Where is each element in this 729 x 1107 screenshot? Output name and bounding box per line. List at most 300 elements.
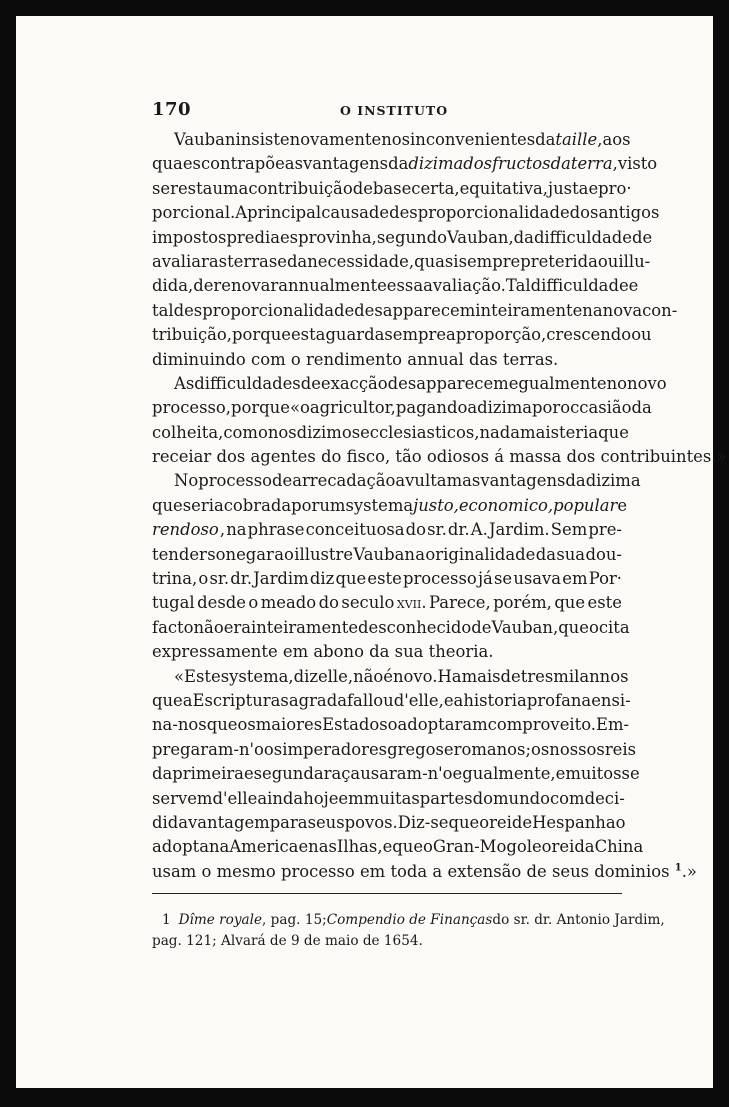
word: desapparecem xyxy=(354,300,476,320)
word: da xyxy=(388,154,409,174)
word: que xyxy=(392,837,424,857)
word: theoria. xyxy=(428,642,494,662)
word: rendimento xyxy=(305,349,403,369)
word: a xyxy=(182,690,193,710)
word: dos xyxy=(569,203,599,223)
word: sempre xyxy=(384,325,447,345)
word: mesmo xyxy=(216,861,276,881)
word: phrase xyxy=(247,520,305,540)
word: meado xyxy=(260,593,317,613)
word: sr. xyxy=(427,520,447,540)
word: tão xyxy=(395,447,422,467)
word: ser xyxy=(152,178,178,198)
word: adopta xyxy=(152,837,209,857)
word: das xyxy=(469,349,498,369)
word: o xyxy=(588,617,599,637)
footnote-title-compendio: Compendio de Finanças xyxy=(326,912,493,928)
word: mundo xyxy=(492,788,550,808)
word: ainda xyxy=(257,788,304,808)
word: as xyxy=(208,251,228,271)
word: insiste xyxy=(235,130,290,149)
word: con- xyxy=(642,300,678,320)
text-line xyxy=(152,372,667,396)
word: as xyxy=(462,471,481,491)
word: taille xyxy=(555,130,598,149)
word: ou xyxy=(631,325,652,345)
word: um xyxy=(319,495,346,515)
footnote-title-dime: Dîme royale xyxy=(178,912,263,928)
word: tres xyxy=(520,666,554,686)
word: quasi xyxy=(414,251,459,271)
word: diz xyxy=(309,569,335,589)
running-title: O INSTITUTO xyxy=(340,103,449,118)
word: certa, xyxy=(411,178,460,198)
text-line xyxy=(152,518,622,542)
word: se xyxy=(494,569,513,589)
word: tal xyxy=(152,300,174,320)
text-line xyxy=(152,835,644,859)
word: difficuldades xyxy=(194,373,301,393)
word: á xyxy=(494,447,505,467)
word: desproporcionalidade xyxy=(173,300,355,320)
word: seus xyxy=(307,812,345,832)
text-line xyxy=(152,177,632,201)
word: da xyxy=(565,471,586,491)
word: ecclesiasticos, xyxy=(360,422,480,442)
word: fructos xyxy=(492,154,551,174)
word: que xyxy=(335,569,367,589)
word: quaes xyxy=(152,154,201,174)
word: que xyxy=(152,690,183,710)
word: receiar xyxy=(152,447,212,467)
word: nossos xyxy=(549,739,605,759)
footnote-line xyxy=(152,931,622,952)
word: , xyxy=(219,520,226,540)
word: e xyxy=(628,276,639,296)
word: mais xyxy=(461,666,501,686)
word: da xyxy=(369,642,390,662)
word: Sem xyxy=(550,520,588,540)
word: rei xyxy=(489,812,512,832)
word: Gran-Mogol xyxy=(432,837,532,857)
word: e xyxy=(277,251,287,271)
word: cobrada xyxy=(223,495,292,515)
word: de xyxy=(471,617,492,637)
word: romanos; xyxy=(453,739,531,759)
text-line xyxy=(152,250,651,274)
word: Parece, xyxy=(429,593,491,613)
word: avultam xyxy=(395,471,463,491)
word: originalidade xyxy=(425,544,536,564)
word: contribuição xyxy=(248,178,353,198)
word: se xyxy=(621,764,640,784)
word: pre- xyxy=(588,520,622,540)
word: toda xyxy=(390,861,428,881)
word: abono xyxy=(313,642,364,662)
text-line xyxy=(152,567,622,591)
word: por xyxy=(291,495,320,515)
word: que xyxy=(448,812,480,832)
text-line xyxy=(152,591,622,615)
word: diminuindo xyxy=(152,349,246,369)
word: vantagens xyxy=(480,471,566,491)
word: primeira xyxy=(172,764,244,784)
word: com xyxy=(487,715,523,735)
word: de xyxy=(272,471,293,491)
word: a xyxy=(446,325,456,345)
word: d'elle, xyxy=(393,690,444,710)
word: tugal xyxy=(152,593,195,613)
word: o xyxy=(290,349,301,369)
word: do xyxy=(318,593,339,613)
word: Ilhas, xyxy=(336,837,383,857)
word: A xyxy=(235,203,248,223)
word: teria xyxy=(559,422,599,442)
word: colheita, xyxy=(152,422,224,442)
word: terra xyxy=(570,154,613,174)
word: em xyxy=(562,569,588,589)
text-line xyxy=(152,445,727,469)
word: inteiramente xyxy=(475,300,583,320)
word: de xyxy=(511,812,533,832)
footnote-line xyxy=(152,910,665,931)
word: nova xyxy=(602,300,643,320)
word: egualmente xyxy=(508,373,607,393)
word: servem xyxy=(152,788,213,808)
word: Tal xyxy=(505,276,531,296)
word: Vauban xyxy=(353,544,415,564)
word: expressamente xyxy=(152,642,278,662)
word: na xyxy=(226,520,247,540)
word: rei xyxy=(551,837,575,857)
text-line xyxy=(152,299,678,323)
text-line xyxy=(152,738,637,762)
word: o xyxy=(201,861,212,881)
word: por xyxy=(532,398,561,418)
word: e xyxy=(588,178,599,198)
text-line xyxy=(152,348,622,372)
page-header xyxy=(152,99,622,123)
footnote-reference: 1 xyxy=(674,862,682,874)
word: como xyxy=(223,422,268,442)
text-line xyxy=(152,689,631,713)
text-line xyxy=(152,152,658,176)
word: tender xyxy=(152,544,207,564)
text-line xyxy=(152,665,629,689)
word: gregos xyxy=(387,739,444,759)
word: ou xyxy=(597,251,619,271)
word: ao xyxy=(274,544,294,564)
word: , xyxy=(612,154,618,174)
word: é xyxy=(383,666,393,686)
word: agricultor, xyxy=(309,398,396,418)
word: «Este xyxy=(174,666,221,686)
word: vantagem xyxy=(188,812,270,832)
word: do xyxy=(405,520,426,540)
word: em xyxy=(282,642,309,662)
word: inteiramente xyxy=(251,617,359,637)
word: guarda xyxy=(325,325,385,345)
word: economico, xyxy=(458,495,554,515)
word: contribuintes.» xyxy=(600,447,727,467)
text-line xyxy=(152,274,639,298)
word: que xyxy=(206,715,238,735)
footnote-text: pag. 121; Alvará de 9 de maio de 1654. xyxy=(152,933,423,949)
word: para xyxy=(269,812,308,832)
text-line xyxy=(152,396,652,420)
word: novo. xyxy=(393,666,438,686)
word: Em- xyxy=(596,715,630,735)
word: que xyxy=(554,593,586,613)
word: partes xyxy=(419,788,473,808)
word: d'elle xyxy=(212,788,258,808)
word: no xyxy=(606,373,628,393)
word: de xyxy=(352,178,373,198)
word: novo xyxy=(627,373,667,393)
word: .» xyxy=(681,861,697,881)
text-line xyxy=(152,543,622,567)
word: extensão xyxy=(447,861,522,881)
word: usam xyxy=(152,861,197,881)
word: de xyxy=(193,276,214,296)
word: em xyxy=(338,788,364,808)
word: occasião xyxy=(560,398,632,418)
word: crescendo xyxy=(546,325,632,345)
word: , xyxy=(597,130,603,149)
word: seria xyxy=(182,495,224,515)
word: odiosos xyxy=(426,447,490,467)
word: da xyxy=(152,764,173,784)
word: avaliação. xyxy=(423,276,506,296)
word: seus xyxy=(551,861,590,881)
word: processo, xyxy=(152,398,231,418)
word: preterida xyxy=(520,251,598,271)
word: fallou xyxy=(346,690,394,710)
word: essa xyxy=(386,276,424,296)
word: avaliar xyxy=(152,251,209,271)
word: dos xyxy=(463,154,493,174)
text-line xyxy=(152,640,622,664)
word: de xyxy=(300,373,321,393)
word: historia xyxy=(463,690,527,710)
footnote xyxy=(152,910,665,952)
word: muitos xyxy=(565,764,622,784)
word: principal xyxy=(247,203,322,223)
text-line xyxy=(152,494,628,518)
word: raça xyxy=(323,764,361,784)
word: sua xyxy=(556,544,586,564)
word: esta xyxy=(290,325,326,345)
word: que xyxy=(152,495,183,515)
word: a xyxy=(467,398,478,418)
word: e xyxy=(443,690,454,710)
word: da xyxy=(286,251,308,271)
word: usaram-n'o xyxy=(360,764,453,784)
word: dizima xyxy=(408,154,464,174)
word: difficuldade xyxy=(530,276,629,296)
word: justa xyxy=(548,178,589,198)
word: renovar xyxy=(213,276,279,296)
word: de xyxy=(632,227,653,247)
word: illu- xyxy=(618,251,651,271)
word: de xyxy=(368,203,390,223)
word: China xyxy=(594,837,644,857)
word: sagrada xyxy=(280,690,347,710)
word: e xyxy=(443,739,454,759)
word: justo, xyxy=(413,495,459,515)
word: equitativa, xyxy=(459,178,549,198)
word: systema, xyxy=(220,666,294,686)
word: deci- xyxy=(584,788,625,808)
word: contrapõe xyxy=(200,154,285,174)
word: adoptaram xyxy=(397,715,488,735)
word: sr. xyxy=(209,569,230,589)
word: imperadores xyxy=(282,739,388,759)
word: illustre xyxy=(294,544,354,564)
word: dida, xyxy=(152,276,194,296)
word: o xyxy=(479,812,490,832)
text-line xyxy=(152,860,697,884)
word: mais xyxy=(520,422,560,442)
word: de xyxy=(526,861,547,881)
word: do xyxy=(472,788,493,808)
word: nada xyxy=(479,422,521,442)
word: dou- xyxy=(585,544,622,564)
word: trina, xyxy=(152,569,198,589)
word: diz xyxy=(293,666,318,686)
word: a xyxy=(453,690,464,710)
word: Escriptura xyxy=(192,690,281,710)
word: fisco, xyxy=(346,447,391,467)
word: exacção xyxy=(320,373,388,393)
word: era xyxy=(223,617,251,637)
text-line xyxy=(152,323,652,347)
word: seculo xyxy=(341,593,395,613)
word: Hespanha xyxy=(532,812,616,832)
word: tribuição, xyxy=(152,325,232,345)
word: que xyxy=(558,617,589,637)
word: dida xyxy=(152,812,188,832)
text-line xyxy=(152,762,640,786)
word: já xyxy=(477,569,493,589)
word: e xyxy=(382,837,393,857)
word: Diz-se xyxy=(397,812,449,832)
word: sua xyxy=(394,642,424,662)
word: os xyxy=(531,739,550,759)
word: difficuldade xyxy=(533,227,632,247)
word: desapparecem xyxy=(387,373,509,393)
word: na-nos xyxy=(152,715,207,735)
word: na xyxy=(582,300,603,320)
word: vantagens xyxy=(302,154,389,174)
word: uma xyxy=(212,178,249,198)
word: na xyxy=(208,837,230,857)
word: dr. xyxy=(447,520,470,540)
word: processo xyxy=(198,471,272,491)
word: necessidade, xyxy=(307,251,415,271)
word: annualmente xyxy=(278,276,387,296)
word: segundo xyxy=(376,227,447,247)
word: conceituosa xyxy=(305,520,405,540)
word: rendoso xyxy=(152,520,219,540)
word: de xyxy=(500,666,521,686)
word: os xyxy=(263,739,283,759)
word: o xyxy=(198,569,209,589)
text-line xyxy=(152,128,631,152)
word: visto xyxy=(617,154,658,174)
word: não xyxy=(353,666,384,686)
word: não xyxy=(193,617,224,637)
word: da xyxy=(535,130,556,149)
footnote-text: , pag. 15; xyxy=(262,912,327,928)
word: dominios $^1$.» xyxy=(594,861,697,881)
word: nos xyxy=(267,422,297,442)
word: annual xyxy=(407,349,464,369)
word: proporção, xyxy=(455,325,547,345)
word: egualmente, xyxy=(452,764,556,784)
word: novamente xyxy=(289,130,382,149)
word: annos xyxy=(579,666,629,686)
word: muitas xyxy=(363,788,420,808)
word: do xyxy=(320,447,342,467)
word: esta xyxy=(177,178,213,198)
word: dizima xyxy=(477,398,533,418)
word: Vauban, xyxy=(446,227,514,247)
word: popular xyxy=(553,495,618,515)
word: massa xyxy=(509,447,562,467)
word: porcional. xyxy=(152,203,236,223)
word: arrecadação xyxy=(292,471,396,491)
text-line xyxy=(152,811,626,835)
word: processo xyxy=(280,861,355,881)
word: e xyxy=(555,764,566,784)
word: pagando xyxy=(395,398,468,418)
word: nos xyxy=(381,130,411,149)
text-line xyxy=(152,787,625,811)
word: da xyxy=(550,154,571,174)
word: dos xyxy=(216,447,246,467)
word: processo xyxy=(402,569,477,589)
word: da xyxy=(631,398,652,418)
word: dos xyxy=(566,447,596,467)
word: aos xyxy=(602,130,631,149)
word: da xyxy=(574,837,595,857)
word: a xyxy=(415,544,426,564)
word: dr. xyxy=(230,569,253,589)
word: com xyxy=(549,788,585,808)
text-line xyxy=(152,226,653,250)
word: este xyxy=(367,569,402,589)
word: porém, xyxy=(493,593,552,613)
word: systema xyxy=(345,495,414,515)
word: prediaes xyxy=(226,227,299,247)
word: desde xyxy=(197,593,246,613)
word: Jardim. xyxy=(488,520,550,540)
word: que xyxy=(598,422,629,442)
word: e xyxy=(617,495,628,515)
word: Por· xyxy=(588,569,622,589)
word: causa xyxy=(321,203,369,223)
word: hoje xyxy=(303,788,339,808)
word: da xyxy=(535,544,556,564)
word: Vauban, xyxy=(491,617,559,637)
word: Estados xyxy=(322,715,388,735)
word: inconvenientes xyxy=(410,130,536,149)
word: o xyxy=(541,837,552,857)
word: porque xyxy=(232,325,291,345)
footnote-rule xyxy=(152,893,622,894)
word: porque xyxy=(230,398,290,418)
